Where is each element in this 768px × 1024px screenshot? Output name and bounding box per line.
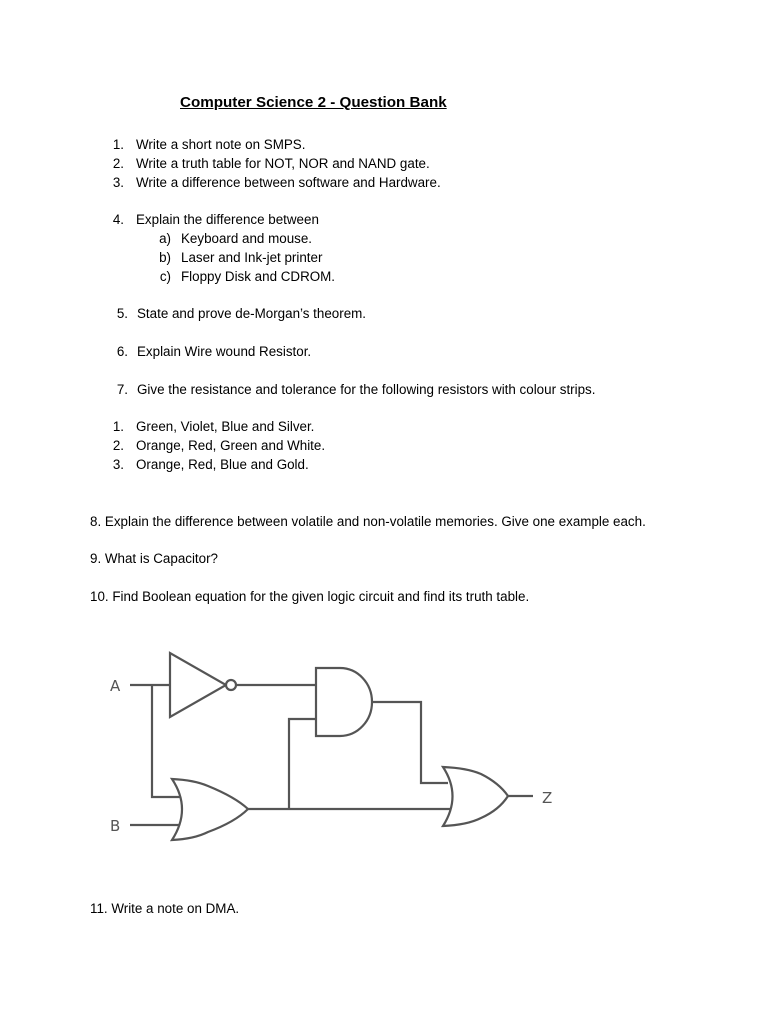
or-gate-1	[172, 779, 248, 840]
sub-text: Laser and Ink-jet printer	[181, 250, 323, 265]
sub-letter: b)	[159, 250, 171, 265]
list-number: 2.	[112, 156, 124, 171]
list-number: 6.	[116, 344, 128, 359]
not-gate-bubble	[226, 680, 236, 690]
wire-and-out	[372, 702, 448, 783]
output-z-label: Z	[542, 789, 553, 807]
question-8: 8. Explain the difference between volatile and non-volatile memories. Give one example each.	[90, 514, 646, 529]
list-number: 1.	[112, 419, 124, 434]
question-text: Orange, Red, Green and White.	[136, 438, 326, 453]
question-10: 10. Find Boolean equation for the given logic circuit and find its truth table.	[90, 589, 530, 604]
question-text: Give the resistance and tolerance for the following resistors with colour strips.	[137, 382, 596, 397]
question-text: Write a truth table for NOT, NOR and NAND gate.	[136, 156, 430, 171]
question-text: Write a difference between software and Hardware.	[136, 175, 441, 190]
question-text: Explain Wire wound Resistor.	[137, 344, 312, 359]
list-number: 3.	[112, 175, 124, 190]
wire-and-in2	[289, 719, 316, 809]
list-number: 3.	[112, 457, 124, 472]
input-a-label: A	[110, 677, 121, 695]
question-text: Green, Violet, Blue and Silver.	[136, 419, 315, 434]
list-number: 7.	[116, 382, 128, 397]
sub-letter: a)	[159, 231, 171, 246]
input-b-label: B	[110, 817, 121, 835]
page-title: Computer Science 2 - Question Bank	[180, 94, 447, 111]
list-number: 1.	[112, 137, 124, 152]
question-11: 11. Write a note on DMA.	[90, 901, 240, 916]
list-number: 4.	[112, 212, 124, 227]
question-text: Explain the difference between	[136, 212, 319, 227]
and-gate	[316, 668, 372, 736]
question-text: Orange, Red, Blue and Gold.	[136, 457, 309, 472]
sub-text: Keyboard and mouse.	[181, 231, 313, 246]
sub-text: Floppy Disk and CDROM.	[181, 269, 336, 284]
list-number: 5.	[116, 306, 128, 321]
not-gate	[170, 653, 226, 717]
question-9: 9. What is Capacitor?	[90, 551, 219, 566]
list-number: 2.	[112, 438, 124, 453]
question-text: Write a short note on SMPS.	[136, 137, 306, 152]
or-gate-2	[443, 767, 508, 826]
sub-letter: c)	[159, 269, 171, 284]
question-text: State and prove de-Morgan’s theorem.	[137, 306, 367, 321]
